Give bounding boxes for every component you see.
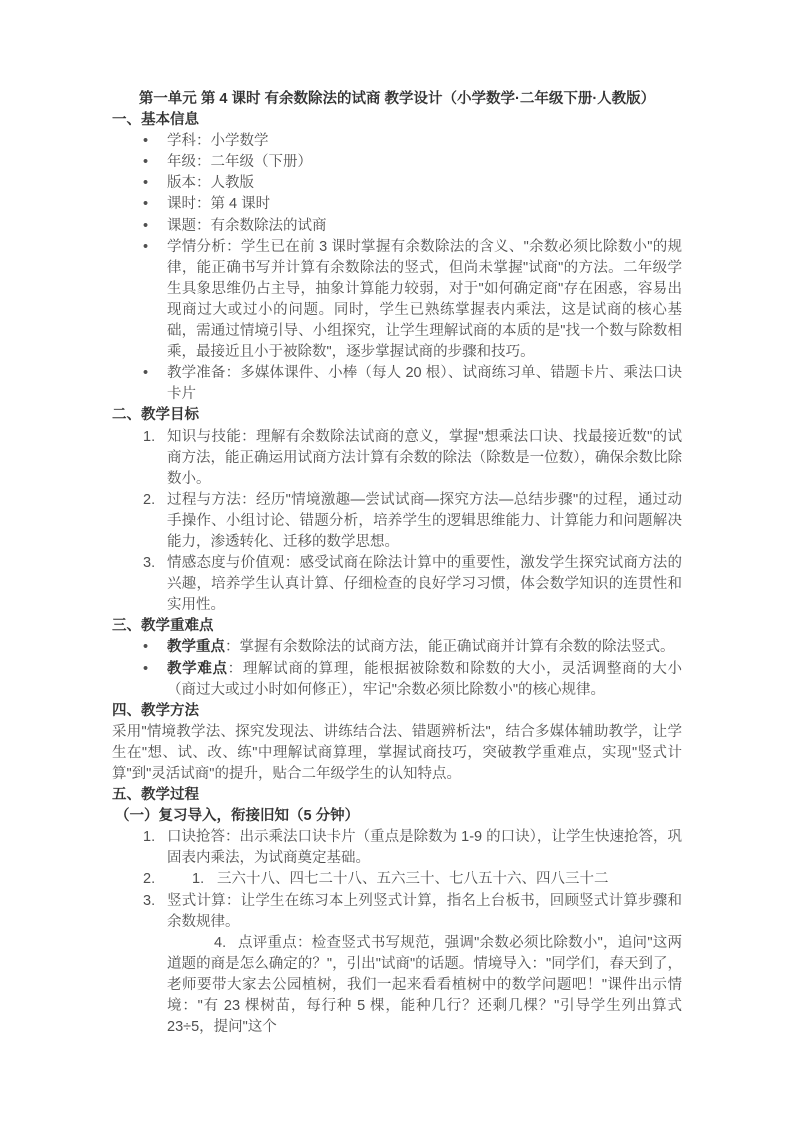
section-heading-basic-info: 一、基本信息 xyxy=(112,112,199,129)
key-point-text: ：掌握有余数除法的试商方法，能正确试商并计算有余数的除法竖式。 xyxy=(225,639,675,656)
nested-formula-list xyxy=(167,869,682,890)
objectives-list xyxy=(112,427,682,617)
list-item-knowledge-skill: 知识与技能：理解有余数除法试商的意义，掌握"想乘法口诀、找最接近数"的试商方法，能正确运用试商方法计算有余数的除法（除数是一位数），确保余数比除数小。 xyxy=(167,428,682,487)
section-heading-objectives: 二、教学目标 xyxy=(112,407,199,424)
section-heading-methods: 四、教学方法 xyxy=(112,702,199,719)
list-item-key-point xyxy=(167,637,682,658)
basic-info-list xyxy=(112,131,682,405)
list-item-attitude-values: 情感态度与价值观：感受试商在除法计算中的重要性，激发学生探究试商方法的兴趣，培养学生认真计算、仔细检查的良好学习习惯，体会数学知识的连贯性和实用性。 xyxy=(167,555,682,614)
list-item-process-method: 过程与方法：经历"情境激趣—尝试试商—探究方法—总结步骤"的过程，通过动手操作、小组讨论、错题分析，培养学生的逻辑思维能力、计算能力和问题解决能力，渗透转化、迁移的数学思想。 xyxy=(167,491,682,550)
list-item-teaching-prep: • 教学准备：多媒体课件、小棒（每人 20 根）、试商练习单、错题卡片、乘法口诀卡片 xyxy=(167,363,682,405)
list-item-step-vertical-calc: 竖式计算：让学生在练习本上列竖式计算，指名上台板书，回顾竖式计算步骤和余数规律。 xyxy=(167,892,682,930)
list-item-topic: • 课题：有余数除法的试商 xyxy=(167,216,682,237)
key-points-list xyxy=(112,637,682,700)
list-item-learner-analysis: • 学情分析：学生已在前 3 课时掌握有余数除法的含义、"余数必须比除数小"的规律，能正确书写并计算有余数除法的竖式，但尚未掌握"试商"的方法。二年级学生具象思维仍占主导，抽象计算能力较弱，对于"如何确定商"存在困惑，容易出现商过大或过小的问题。同时，学生已熟练掌握表内乘法，这是试商的核心基础，需通过情境引导、小组探究，让学生理解试商的本质的是"找一个数与除数相乘，最接近且小于被除数"，逐步掌握试商的步骤和技巧。 xyxy=(167,237,682,364)
list-item-difficult-point xyxy=(167,659,682,701)
list-item-step-comment-focus: 点评重点：检查竖式书写规范，强调"余数必须比除数小"，追问"这两道题的商是怎么确定的？"，引出"试商"的话题。情境导入："同学们，春天到了，老师要带大家去公园植树，我们一起来看看植树中的数学问题吧！"课件出示情境："有 23 棵树苗，每行种 5 棵，能种几行？还剩几棵？"引导学生列出算式 23÷5，提问"这个 xyxy=(167,934,682,1036)
methods-paragraph: 采用"情境教学法、探究发现法、讲练结合法、错题辨析法"，结合多媒体辅助教学，让学生在"想、试、改、练"中理解试商算理，掌握试商技巧，突破教学重难点，实现"竖式计算"到"灵活试商"的提升，贴合二年级学生的认知特点。 xyxy=(112,723,682,782)
section-heading-process: 五、教学过程 xyxy=(112,787,199,804)
subsection-heading-review-intro: （一）复习导入，衔接旧知（5 分钟） xyxy=(115,808,360,825)
key-point-label: 教学重点 xyxy=(167,639,225,656)
list-item-multiplication-formulas: 三六十八、四七二十八、五六三十、七八五十六、四八三十二 xyxy=(217,871,609,888)
list-item-lesson-number: • 课时：第 4 课时 xyxy=(167,194,682,215)
difficult-point-label: 教学难点 xyxy=(167,660,228,677)
process-steps-list xyxy=(112,827,682,1038)
difficult-point-text: ：理解试商的算理，能根据被除数和除数的大小，灵活调整商的大小（商过大或过小时如何修正），牢记"余数必须比除数小"的核心规律。 xyxy=(167,660,683,698)
list-item-subject: • 学科：小学数学 xyxy=(167,131,682,152)
list-item-step-empty xyxy=(167,869,682,890)
list-item-grade: • 年级：二年级（下册） xyxy=(167,152,682,173)
list-item-step-recitation: 口诀抢答：出示乘法口诀卡片（重点是除数为 1-9 的口诀），让学生快速抢答，巩固表内乘法，为试商奠定基础。 xyxy=(167,829,682,867)
document-title: 第一单元 第 4 课时 有余数除法的试商 教学设计（小学数学·二年级下册·人教版） xyxy=(138,91,656,107)
section-heading-key-difficult-points: 三、教学重难点 xyxy=(112,618,214,635)
list-item-edition: • 版本：人教版 xyxy=(167,173,682,194)
